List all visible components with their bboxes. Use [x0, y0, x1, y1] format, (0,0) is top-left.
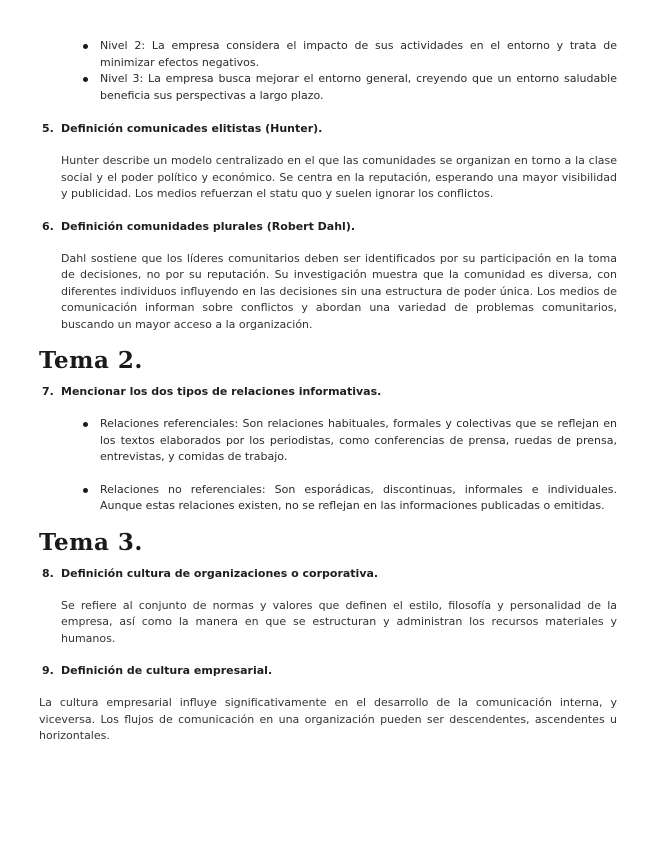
bullet-relaciones-referenciales: Relaciones referenciales: Son relaciones habituales, formales y colectivas que se reflejan en los textos elaborados por los periodistas, como conferencias de prensa, ruedas de prensa, entrevistas, y comidas de trabajo.	[100, 416, 617, 466]
question-7-number: 7.	[42, 385, 54, 398]
question-5-answer: Hunter describe un modelo centralizado en el que las comunidades se organizan en torno a la clase social y el poder político y económico. Se centra en la reputación, esperando una mayor visibilidad y publicidad. Los medios refuerzan el statu quo y suelen ignorar los conflictos.	[61, 154, 617, 200]
question-9-title: Definición de cultura empresarial.	[61, 664, 273, 677]
section-heading-tema-3: Tema 3.	[39, 528, 143, 556]
question-7-bullet-list	[39, 416, 617, 515]
bullet-nivel-3: Nivel 3: La empresa busca mejorar el entorno general, creyendo que un entorno saludable beneficia sus perspectivas a largo plazo.	[100, 71, 617, 104]
question-9-answer: La cultura empresarial influye significativamente en el desarrollo de la comunicación interna, y viceversa. Los flujos de comunicación en una organización pueden ser descendentes, ascendentes u horizontales.	[39, 696, 617, 742]
top-bullet-list	[39, 38, 617, 104]
question-6-heading	[39, 219, 617, 235]
document-page	[39, 38, 617, 745]
bullet-nivel-2: Nivel 2: La empresa considera el impacto de sus actividades en el entorno y trata de minimizar efectos negativos.	[100, 38, 617, 71]
question-8-heading	[39, 566, 617, 582]
question-5-title: Definición comunicades elitistas (Hunter).	[61, 122, 323, 135]
question-9-number: 9.	[42, 664, 54, 677]
question-6-title: Definición comunidades plurales (Robert Dahl).	[61, 219, 356, 233]
question-7-heading	[39, 384, 617, 400]
question-8-answer: Se refiere al conjunto de normas y valores que definen el estilo, filosofía y personalidad de la empresa, así como la manera en que se estructuran y administran los recursos materiales y humanos.	[61, 598, 617, 645]
question-8-number: 8.	[42, 566, 54, 580]
section-heading-tema-2: Tema 2.	[39, 347, 143, 374]
question-7-title: Mencionar los dos tipos de relaciones informativas.	[61, 385, 382, 398]
bullet-relaciones-no-referenciales: Relaciones no referenciales: Son esporádicas, discontinuas, informales e individuales. Aunque estas relaciones existen, no se reflejan en las informaciones publicadas o emitidas.	[100, 482, 617, 515]
question-5-number: 5.	[42, 122, 54, 135]
question-6-answer: Dahl sostiene que los líderes comunitarios deben ser identificados por su participación en la toma de decisiones, no por su reputación. Su investigación muestra que la comunidad es diversa, con diferentes individuos influyendo en las decisiones sin una estructura de poder única. Los medios de comunicación informan sobre conflictos y abordan una variedad de problemas comunitarios, buscando un mayor acceso a la organización.	[61, 251, 617, 331]
question-6-number: 6.	[42, 219, 54, 233]
question-8-title: Definición cultura de organizaciones o corporativa.	[61, 566, 379, 580]
question-5-heading	[39, 121, 617, 137]
question-9-heading	[39, 663, 617, 679]
